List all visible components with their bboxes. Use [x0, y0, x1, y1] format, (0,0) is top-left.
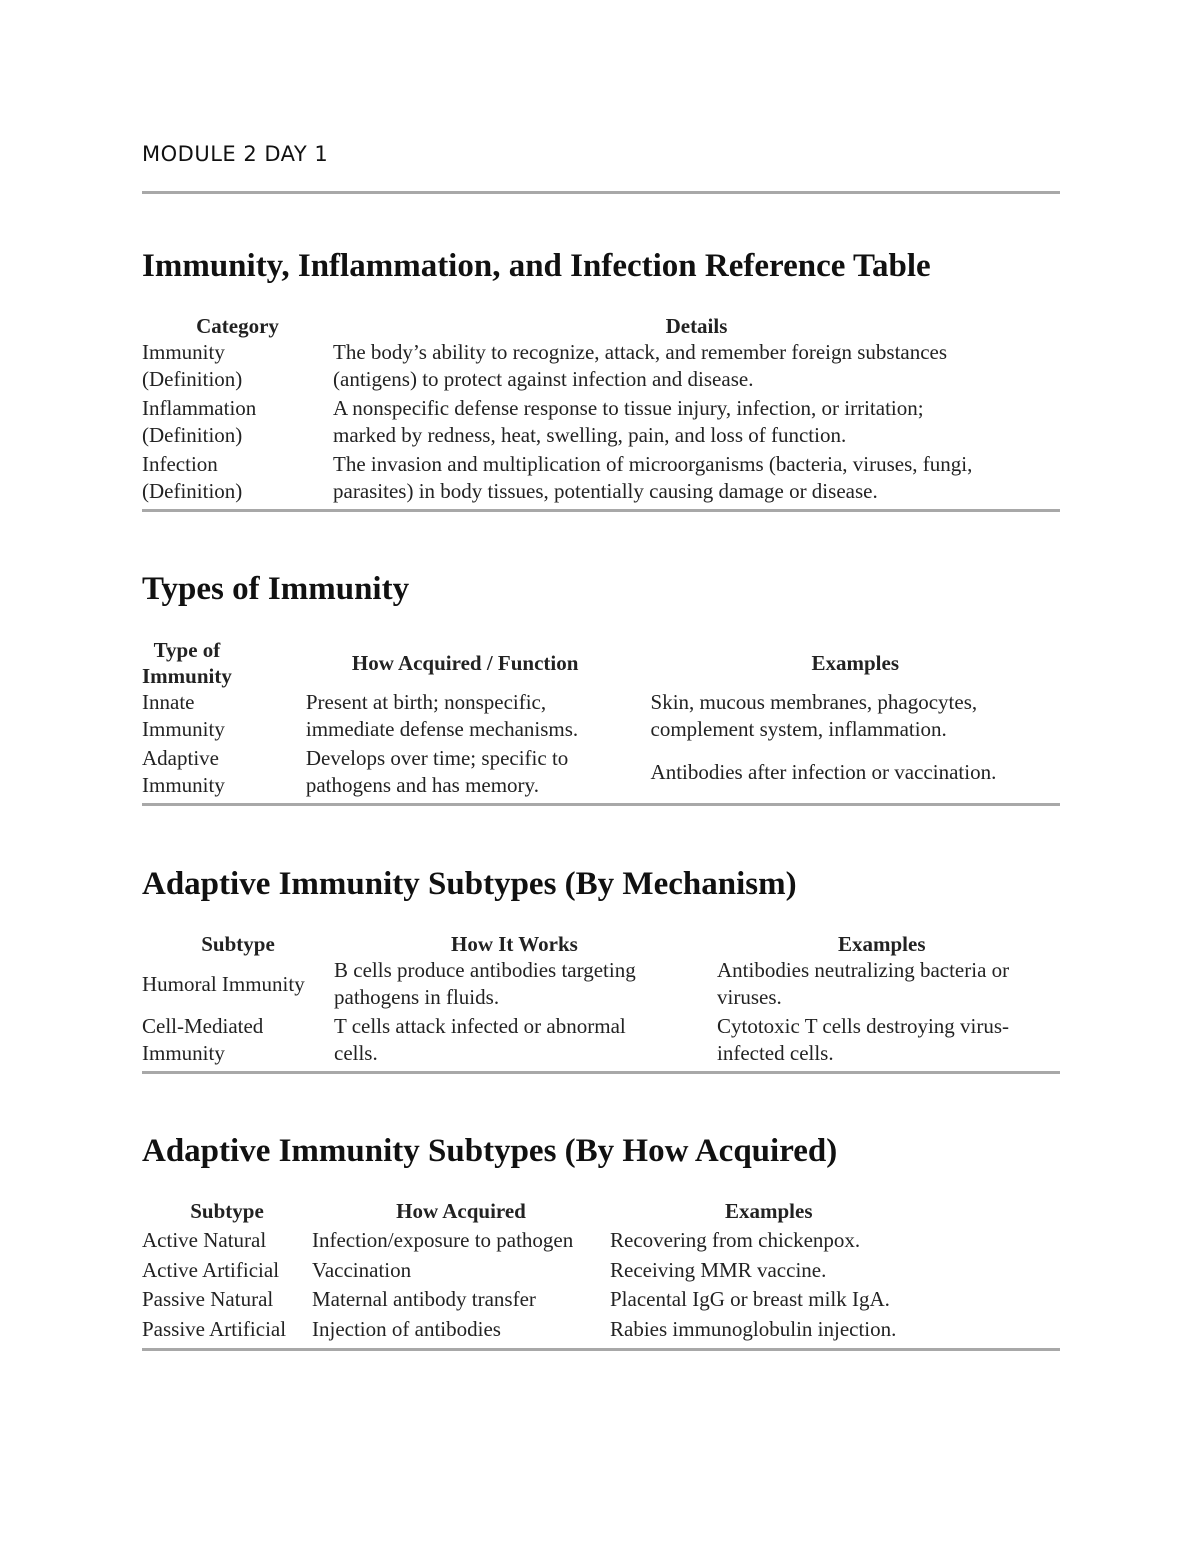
table-row	[142, 339, 1060, 395]
types-of-immunity-section	[142, 569, 1060, 806]
category-cell: Inflammation (Definition)	[142, 396, 257, 447]
column-header-how-acquired-function: How Acquired / Function	[351, 651, 579, 675]
details-cell: A nonspecific defense response to tissue injury, infection, or irritation; marked by redness, heat, swelling, pain, and loss of function.	[333, 396, 924, 447]
mechanism-subtypes-title: Adaptive Immunity Subtypes (By Mechanism)	[142, 866, 797, 902]
column-header-category: Category	[196, 314, 279, 338]
column-header-examples: Examples	[838, 932, 926, 956]
examples-cell: Antibodies neutralizing bacteria or viruses.	[717, 958, 1010, 1009]
table-row	[142, 957, 1060, 1013]
mechanism-subtypes-table	[142, 931, 1060, 1074]
how-cell: T cells attack infected or abnormal cells.	[334, 1013, 717, 1073]
examples-cell: Cytotoxic T cells destroying virus- infected cells.	[717, 1013, 1060, 1073]
column-header-subtype: Subtype	[190, 1199, 264, 1223]
header-divider	[142, 191, 1060, 194]
table-row	[142, 1256, 1060, 1286]
type-cell: Adaptive Immunity	[142, 745, 306, 805]
how-cell: Present at birth; nonspecific, immediate defense mechanisms.	[305, 690, 579, 741]
category-cell: Infection (Definition)	[142, 451, 333, 511]
examples-cell: Skin, mucous membranes, phagocytes, complement system, inflammation.	[650, 690, 978, 741]
examples-cell: Receiving MMR vaccine.	[610, 1257, 827, 1282]
examples-cell: Antibodies after infection or vaccination.	[651, 745, 1060, 805]
column-header-examples: Examples	[811, 651, 900, 675]
subtype-cell: Active Artificial	[142, 1257, 280, 1282]
examples-cell: Placental IgG or breast milk IgA.	[610, 1287, 890, 1311]
examples-cell: Rabies immunoglobulin injection.	[610, 1315, 1060, 1350]
acquired-subtypes-table	[142, 1198, 1060, 1351]
how-cell: Develops over time; specific to pathogens and has memory.	[306, 745, 651, 805]
table-row	[142, 745, 1060, 805]
column-header-type: Type of Immunity	[142, 638, 232, 688]
how-cell: Injection of antibodies	[312, 1315, 610, 1350]
column-header-subtype: Subtype	[201, 932, 275, 956]
column-header-examples: Examples	[725, 1199, 813, 1223]
mechanism-subtypes-section	[142, 864, 1060, 1074]
reference-table	[142, 313, 1060, 512]
module-header: MODULE 2 DAY 1	[142, 142, 329, 166]
acquired-subtypes-title: Adaptive Immunity Subtypes (By How Acquired)	[142, 1133, 838, 1169]
subtype-cell: Active Natural	[142, 1228, 267, 1252]
types-of-immunity-title: Types of Immunity	[142, 571, 410, 607]
subtype-cell: Passive Natural	[142, 1287, 274, 1311]
reference-table-title: Immunity, Inflammation, and Infection Reference Table	[142, 248, 931, 284]
table-row	[142, 1315, 1060, 1350]
subtype-cell: Passive Artificial	[142, 1315, 312, 1350]
details-cell: The invasion and multiplication of microorganisms (bacteria, viruses, fungi, parasites) in body tissues, potentially causing damage or disease.	[333, 451, 1060, 511]
types-of-immunity-table	[142, 637, 1060, 806]
reference-table-section	[142, 246, 1060, 512]
table-row	[142, 395, 1060, 451]
details-cell: The body’s ability to recognize, attack, and remember foreign substances (antigens) to protect against infection and disease.	[333, 340, 948, 391]
table-row	[142, 1226, 1060, 1256]
column-header-how-it-works: How It Works	[451, 932, 578, 956]
how-cell: Maternal antibody transfer	[312, 1287, 536, 1311]
category-cell: Immunity (Definition)	[142, 340, 243, 391]
examples-cell: Recovering from chickenpox.	[610, 1228, 861, 1252]
table-row	[142, 1285, 1060, 1315]
acquired-subtypes-section	[142, 1131, 1060, 1351]
how-cell: Infection/exposure to pathogen	[312, 1228, 574, 1252]
table-row	[142, 1013, 1060, 1073]
table-row	[142, 451, 1060, 511]
subtype-cell: Humoral Immunity	[142, 971, 305, 996]
table-row	[142, 689, 1060, 745]
how-cell: B cells produce antibodies targeting pathogens in fluids.	[334, 958, 636, 1009]
subtype-cell: Cell-Mediated Immunity	[142, 1013, 334, 1073]
how-cell: Vaccination	[312, 1257, 412, 1282]
column-header-how-acquired: How Acquired	[396, 1199, 526, 1223]
type-cell: Innate Immunity	[142, 690, 225, 741]
column-header-details: Details	[665, 314, 728, 338]
